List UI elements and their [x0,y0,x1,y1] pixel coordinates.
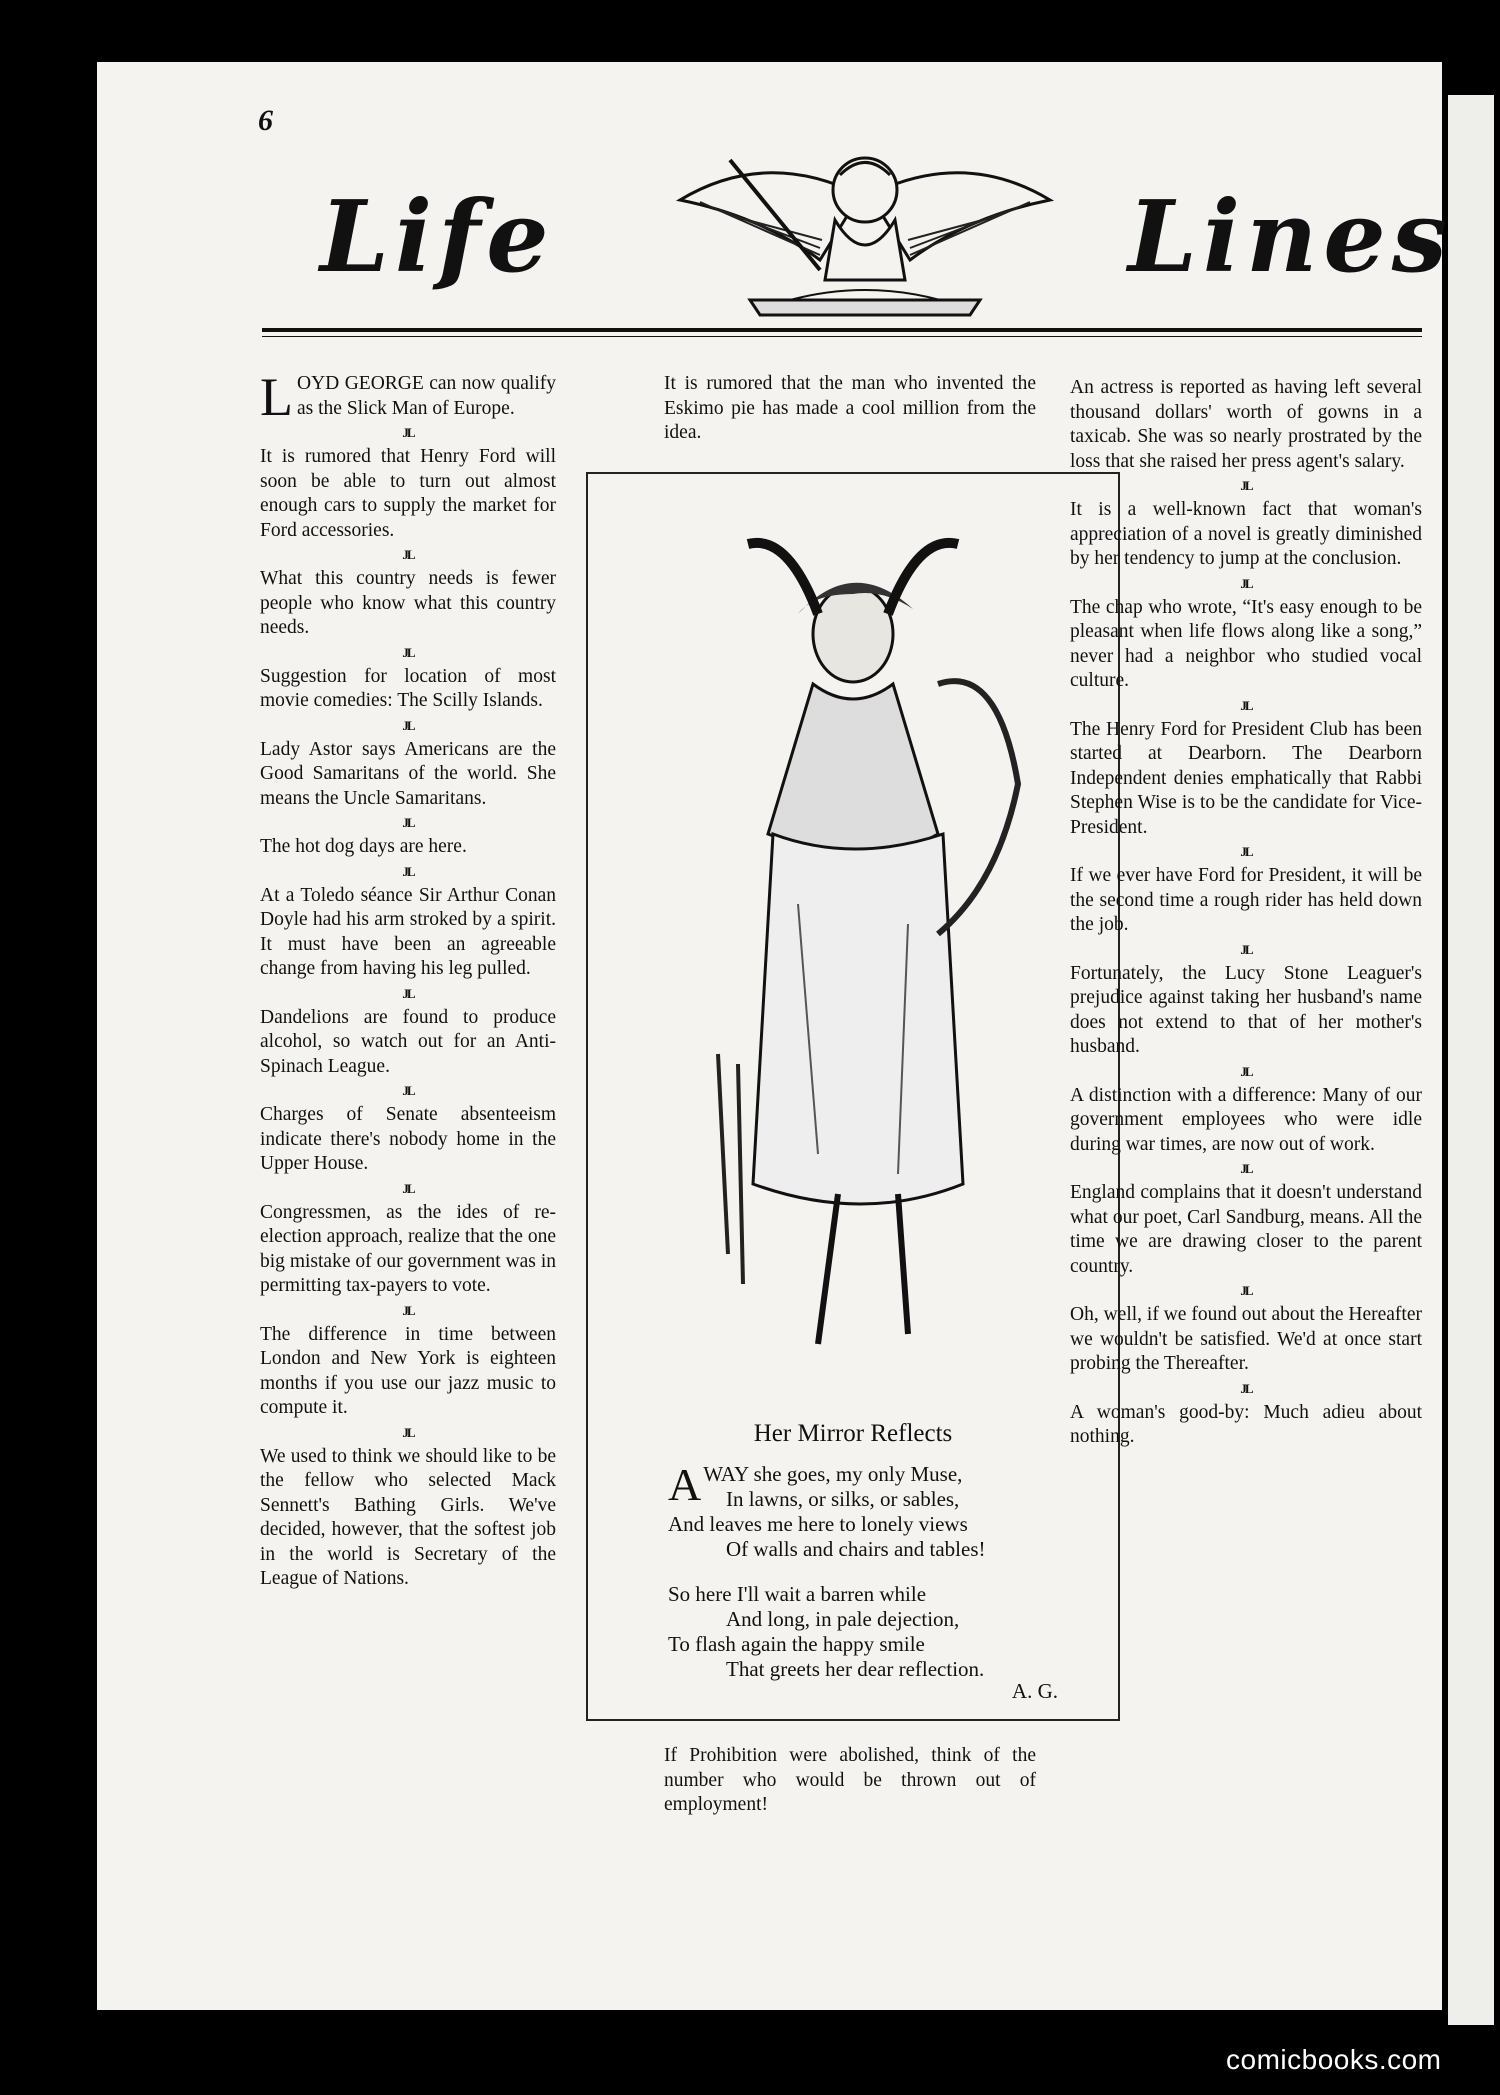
column-2-bottom: If Prohibition were abolished, think of the number who would be thrown out of employment! [664,1745,1036,1815]
column-3 [1070,376,1422,1450]
separator-mark: JL [402,1083,414,1098]
paragraph-text: OYD GEORGE can now qualify as the Slick Man of Europe. [297,373,556,419]
separator-mark: JL [1240,1283,1252,1298]
separator-mark: JL [1240,478,1252,493]
poem-line: And leaves me here to lonely views [668,1512,968,1536]
separator-mark: JL [1240,844,1252,859]
separator-mark: JL [402,644,414,660]
title-rule [262,328,1422,332]
joke-paragraph: A woman's good-by: Much adieu about nothing. [1070,1401,1422,1447]
separator-mark: JL [1240,1380,1252,1396]
column-2-top: It is rumored that the man who invented the Eskimo pie has made a cool million from the idea. [664,373,1036,443]
joke-paragraph: We used to think we should like to be the fellow who selected Mack Sennett's Bathing Girls. We've decided, however, that the softest job in the world is Secretary of the League of Nations. [260,1445,556,1589]
joke-paragraph: The Henry Ford for President Club has been started at Dearborn. The Dearborn Independent denies emphatically that Rabbi Stephen Wise is to be the candidate for Vice-President. [1070,718,1422,838]
separator-mark: JL [402,425,414,440]
joke-paragraph: The chap who wrote, “It's easy enough to be pleasant when life flows along like a song,” never had a neighbor who studied vocal culture. [1070,596,1422,691]
joke-paragraph: An actress is reported as having left several thousand dollars' worth of gowns in a taxicab. She was so nearly prostrated by the loss that she raised her press agent's salary. [1070,377,1422,472]
woman-portrait-illustration [678,504,1038,1384]
poem-box [586,472,1120,1721]
poem-line: Of walls and chairs and tables! [726,1537,986,1561]
poem-line: To flash again the happy smile [668,1632,925,1656]
poem-text [668,1459,1088,1682]
paragraph-lloyd-george [260,367,556,427]
title-rule-thin [262,336,1422,337]
joke-paragraph: A distinction with a difference: Many of our government employees who were idle during war times, are now out of work. [1070,1084,1422,1155]
joke-paragraph: Dandelions are found to produce alcohol, so watch out for an Anti-Spinach League. [260,1006,556,1077]
separator-mark: JL [1240,575,1252,591]
separator-mark: JL [402,815,414,830]
separator-mark: JL [402,547,414,562]
poem-credit: A. G. [1011,1679,1058,1703]
separator-mark: JL [1240,941,1252,957]
joke-paragraph: At a Toledo séance Sir Arthur Conan Doyle had his arm stroked by a spirit. It must have been an agreeable change from having his leg pulled. [260,884,556,979]
drop-cap: L [260,367,293,427]
title-right-word: Lines [1128,180,1453,295]
joke-paragraph: England complains that it doesn't understand what our poet, Carl Sandburg, means. All the time we are drawing closer to the parent country. [1070,1182,1422,1277]
joke-paragraph: It is a well-known fact that woman's appreciation of a novel is greatly diminished by her tendency to jump at the conclusion. [1070,499,1422,569]
joke-paragraph: If we ever have Ford for President, it will be the second time a rough rider has held down the job. [1070,865,1422,935]
title-left-word: Life [320,180,555,295]
separator-mark: JL [1240,1063,1252,1079]
poem-drop-cap: A [668,1459,702,1510]
joke-paragraph: Fortunately, the Lucy Stone Leaguer's prejudice against taking her husband's name does not extend to that of her mother's husband. [1070,962,1422,1057]
page-number: 6 [258,104,273,137]
facing-page-edge [1448,95,1494,2025]
joke-paragraph: The difference in time between London and New York is eighteen months if you use our jazz music to compute it. [260,1323,556,1418]
brand-watermark: comicbooks.com [1226,2044,1442,2075]
joke-paragraph: Lady Astor says Americans are the Good Samaritans of the world. She means the Uncle Samaritans. [260,738,556,809]
poem-line: So here I'll wait a barren while [668,1582,927,1606]
poem-line: In lawns, or silks, or sables, [726,1487,960,1511]
poem-line: That greets her dear reflection. [726,1657,985,1681]
separator-mark: JL [1240,1161,1252,1176]
separator-mark: JL [402,717,414,733]
separator-mark: JL [1240,697,1252,713]
joke-paragraph: Oh, well, if we found out about the Hereafter we wouldn't be satisfied. We'd at once start probing the Thereafter. [1070,1304,1422,1374]
separator-mark: JL [402,1180,414,1196]
joke-paragraph: Charges of Senate absenteeism indicate there's nobody home in the Upper House. [260,1104,556,1174]
separator-mark: JL [402,1302,414,1318]
separator-mark: JL [402,1424,414,1440]
poem-title: Her Mirror Reflects [753,1420,953,1447]
poem-line: And long, in pale dejection, [726,1607,960,1631]
joke-paragraph: It is rumored that Henry Ford will soon be able to turn out almost enough cars to supply the market for Ford accessories. [260,446,556,541]
separator-mark: JL [402,863,414,879]
joke-paragraph: Suggestion for location of most movie comedies: The Scilly Islands. [260,665,556,711]
separator-mark: JL [402,985,414,1001]
joke-paragraph: The hot dog days are here. [260,836,467,857]
poem-line: WAY she goes, my only Muse, [703,1462,963,1486]
joke-paragraph: What this country needs is fewer people who know what this country needs. [260,568,556,638]
column-1 [260,367,556,1592]
joke-paragraph: Congressmen, as the ides of re-election approach, realize that the one big mistake of our government was in permitting tax-payers to vote. [260,1201,556,1296]
cherub-masthead-illustration [670,140,1060,330]
